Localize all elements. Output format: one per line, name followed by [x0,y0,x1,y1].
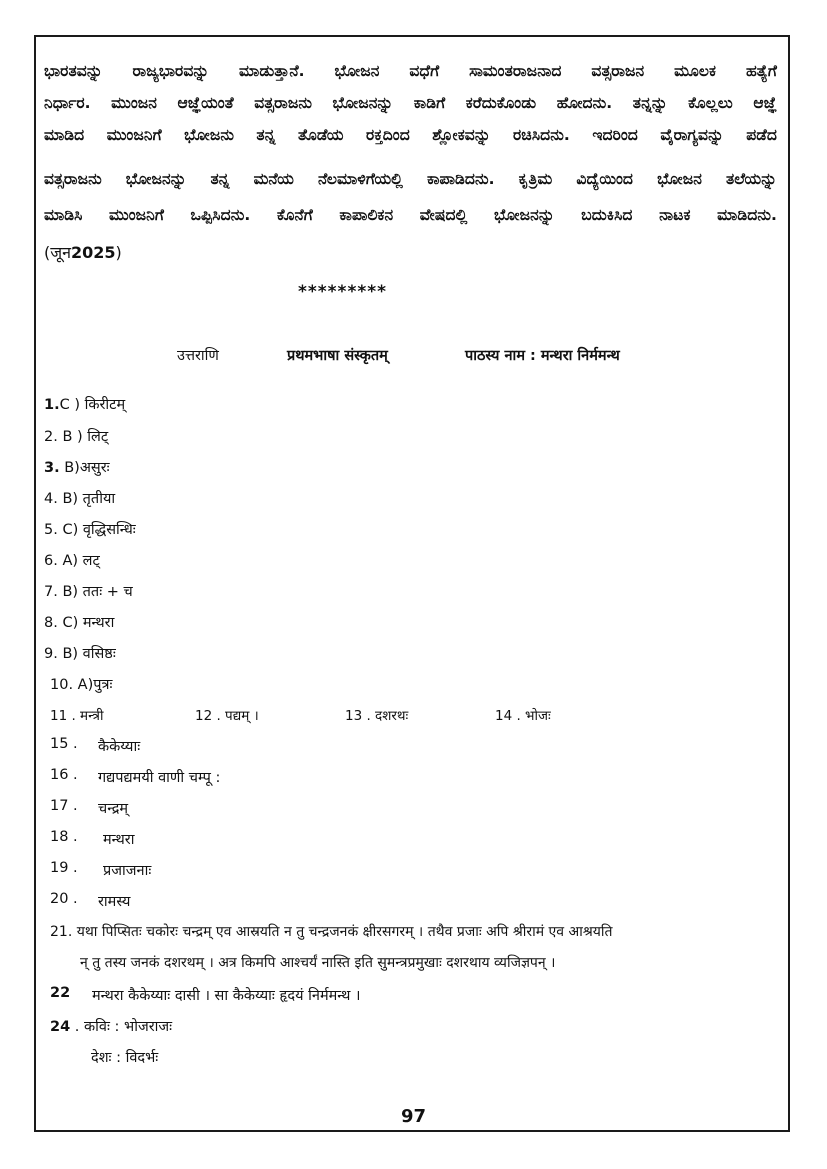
answer-19 [50,860,152,879]
answer-text: कैकेय्याः [98,739,141,755]
answer-number: 6. [44,553,58,569]
answer-16 [50,767,221,786]
answer-number: 15 . [50,736,78,752]
answer-text: रामस्य [98,894,131,910]
answer-number: 3. [44,460,60,476]
answer-text: प्रजाजनाः [103,863,152,879]
answer-1 [44,394,125,414]
answer-17 [50,798,129,817]
answer-24-line-2: देशः : विदर्भः [91,1050,159,1066]
answer-text: B) ततः + च [57,584,133,600]
date-suffix: ) [115,243,122,262]
answer-2 [44,426,108,446]
answer-8 [44,612,114,632]
answer-text: A) लट् [57,553,100,569]
answer-number: 2. [44,429,58,445]
answer-text: B) वसिष्ठः [57,646,116,662]
answer-number: 24 [50,1019,71,1035]
subject-title: प्रथमभाषा संस्कृतम् [287,348,388,364]
answer-number: 19 . [50,860,78,876]
answer-number: 20 . [50,891,78,907]
paragraph-line-1: ಭಾರತವನ್ನು ರಾಜ್ಯಭಾರವನ್ನು ಮಾಡುತ್ತಾನೆ. ಭೋಜನ ವಧೆಗೆ ಸಾಮಂತರಾಜನಾದ ವತ್ಸರಾಜನ ಮೂಲಕ ಹತ್ಯೆಗೆ [44,62,777,80]
date-note [44,241,122,263]
answer-text: B ) लिट् [57,429,109,445]
answer-number: 10. [50,677,74,693]
answer-13: 13 . दशरथः [345,708,409,724]
answer-21-line-1: 21. यथा पिप्सितः चकोरः चन्द्रम् एव आस्रयति न तु चन्द्रजनकं क्षीरसगरम् । तथैव प्रजाः अपि श्रीरामं एव आश्रयति [50,924,613,940]
answer-22 [50,985,361,1004]
paragraph-line-4: ವತ್ಸರಾಜನು ಭೋಜನನ್ನು ತನ್ನ ಮನೆಯ ನೆಲಮಾಳಿಗೆಯಲ್ಲಿ ಕಾಪಾಡಿದನು. ಕೃತ್ರಿಮ ವಿದ್ಯೆಯಿಂದ ಭೋಜನ ತಲೆಯನ್ನು [44,170,777,188]
answer-text: मन्थरा [103,832,135,848]
answer-20 [50,891,131,910]
answer-text: गद्यपद्यमयी वाणी चम्पू : [98,770,221,786]
answer-21-line-2: न् तु तस्य जनकं दशरथम् । अत्र किमपि आश्चर्यं नास्ति इति सुमन्त्रप्रमुखाः दशरथाय व्यजिज्ञपन् । [80,955,556,971]
answer-text: B)असुरः [59,460,110,476]
page-number: 97 [400,1106,427,1127]
answers-label: उत्तराणि [177,348,219,364]
answer-5 [44,519,136,539]
lesson-title: पाठस्य नाम : मन्थरा निर्ममन्थ [465,348,620,364]
paragraph-line-3: ಮಾಡಿದ ಮುಂಜನಿಗೆ ಭೋಜನು ತನ್ನ ತೊಡೆಯ ರಕ್ತದಿಂದ ಶ್ಲೋಕವನ್ನು ರಚಿಸಿದನು. ಇದರಿಂದ ವೈರಾಗ್ಯವನ್ನು ಪಡೆದ [44,126,777,144]
date-year: 2025 [71,243,116,262]
answer-text: चन्द्रम् [98,801,129,817]
answer-14: 14 . भोजः [495,708,551,724]
answer-number: 8. [44,615,58,631]
answer-3 [44,457,110,477]
answer-text: C) वृद्धिसन्धिः [57,522,136,538]
separator: ********* [298,282,388,302]
answer-text: B) तृतीया [57,491,116,507]
answer-7 [44,581,133,601]
answer-18 [50,829,135,848]
answer-number: 9. [44,646,58,662]
answer-number: 17 . [50,798,78,814]
answer-text: मन्थरा कैकेय्याः दासी । सा कैकेय्याः हृदयं निर्ममन्थ । [92,988,361,1004]
answer-10 [50,674,112,694]
answer-4 [44,488,115,508]
answer-text: A)पुत्रः [73,677,113,693]
answer-9 [44,643,116,663]
answer-11: 11 . मन्त्री [50,708,104,724]
answer-number: 18 . [50,829,78,845]
paragraph-line-5: ಮಾಡಿಸಿ ಮುಂಜನಿಗೆ ಒಪ್ಪಿಸಿದನು. ಕೊನೆಗೆ ಕಾಪಾಲಿಕನ ವೇಷದಲ್ಲಿ ಭೋಜನನ್ನು ಬದುಕಿಸಿದ ನಾಟಕ ಮಾಡಿದನು. [44,206,777,224]
answer-24 [50,1016,172,1036]
answer-6 [44,550,100,570]
answer-number: 7. [44,584,58,600]
answer-number: 5. [44,522,58,538]
answer-number: 1. [44,397,60,413]
answer-12: 12 . पद्यम् । [195,708,259,724]
answer-15 [50,736,141,755]
answer-number: 16 . [50,767,78,783]
answer-text: C ) किरीटम् [59,397,126,413]
answer-text: . कविः : भोजराजः [70,1019,173,1035]
paragraph-line-2: ನಿರ್ಧಾರ. ಮುಂಜನ ಆಜ್ಞೆಯಂತೆ ವತ್ಸರಾಜನು ಭೋಜನನ್ನು ಕಾಡಿಗೆ ಕರೆದುಕೊಂಡು ಹೋದನು. ತನ್ನನ್ನು ಕೊಲ್ಲಲು ಆಜ್ಞೆ [44,94,777,112]
answer-text: C) मन्थरा [57,615,115,631]
date-prefix: (जून [44,243,71,262]
answer-number: 4. [44,491,58,507]
answer-number: 22 [50,985,71,1001]
